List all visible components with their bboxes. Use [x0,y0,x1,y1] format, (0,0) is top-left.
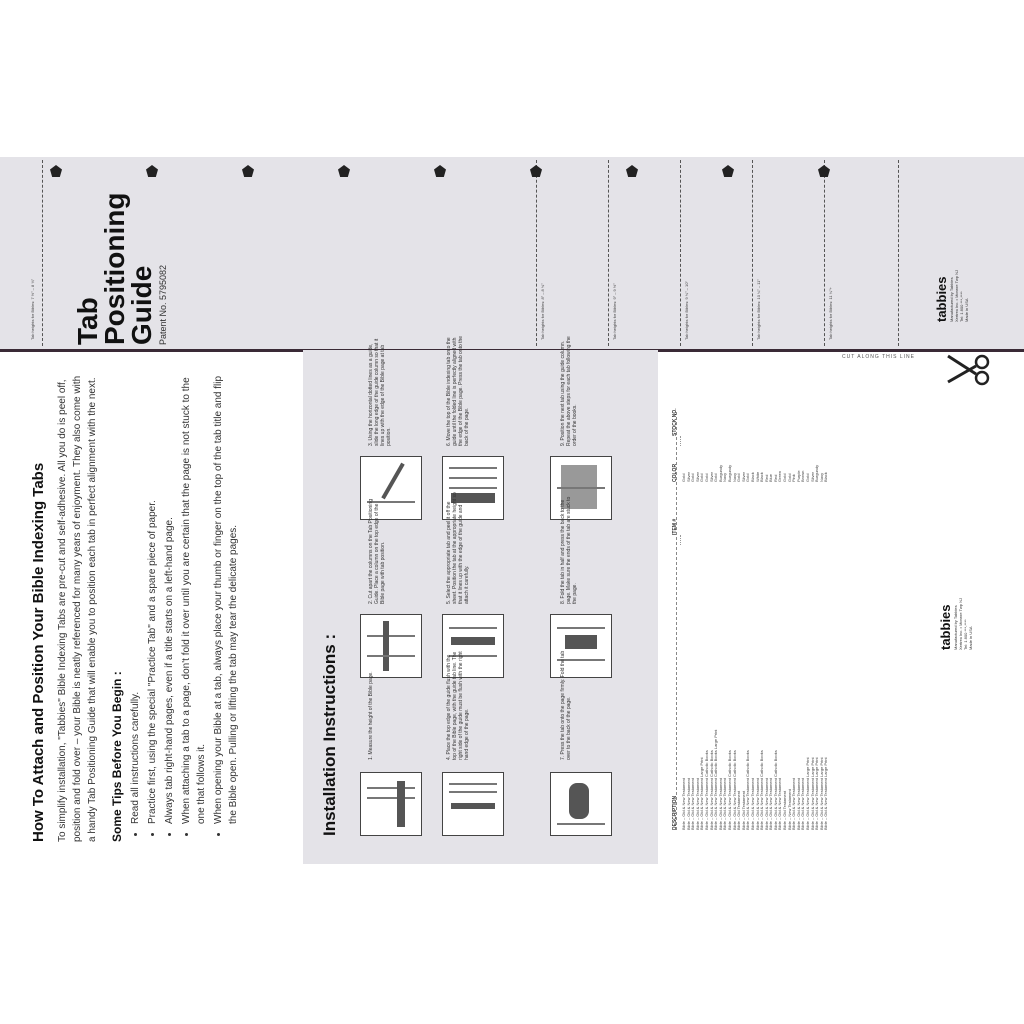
guide-title-line-3: Guide [126,265,157,345]
how-to-section [30,372,243,842]
brand-address-line: Xertrex Inc. • Monroe Twp NJ [958,597,963,650]
step-text: 3. Using the horizontal dotted lines as a guide, slide the long edge of the guide column so that it lines up with the edge of the Bible page at tab position. [368,338,392,446]
guide-column-line [680,160,681,346]
table-cell-color: Black [823,472,829,482]
table-cell-color: Gold [786,473,792,482]
table-cell-description: Bible – Old & New Testament [694,778,700,830]
table-cell-description: Bible – Old & New Testament [717,778,723,830]
how-to-intro: To simplify installation, "Tabbies" Bible Indexing Tabs are pre-cut and self-adhesive. All you do is peel off, position and fold over – your Bible is neatly referenced for many years of enjoyment. They also come with a handy Tab Positioning Guide that will enable you to position each tab in perfect alignment with the next. [57,375,98,842]
guide-column-line [898,160,899,346]
brand-address-line: Tel: 1 800 ***-**** [963,619,968,650]
step-text: 4. Place the top edge of the guide flush with the top of the Bible page, with the guide tab line. The right side of the guide must be flush with the right hand edge of the page. [446,651,470,760]
step-illustration [442,772,504,836]
table-cell-description: Bible – Old Testament [782,790,788,830]
table-cell-color: Gold [713,473,719,482]
table-cell-color: Burgundy [726,464,732,482]
tip-item: • Always tab right-hand pages, even if a title starts on a left-hand page. [162,372,177,824]
table-rule [676,412,677,830]
table-cell-description: Bible – Old & New Testament Large Print [699,757,705,830]
strip-label: Tab heights for Bibles: 7 ½" – 8 ¾" [30,278,35,340]
table-cell-color: Blue [768,473,774,482]
step-text: 8. Fold the tab in half and press the back to the page. Make sure the ends of the tab are stuck to the page. [560,496,578,604]
table-cell-description: Bible – Old & New Testament Catholic Books [726,750,732,830]
table-cell-color: Silver [685,471,691,482]
table-rule [680,436,681,446]
table-cell-description: Bible – Old & New Testament Large Print [823,757,829,830]
strip-label: Tab heights for Bibles: 9 ¾" – 10" [684,281,689,340]
strip-label: Tab heights for Bibles: 9" – 9 ½" [612,283,617,340]
table-cell-color: Gold [690,473,696,482]
step-text: 7. Press the tab onto the page firmly. Fold the tab over to the back of the page. [560,650,572,760]
tips-list [128,372,241,842]
tips-heading: Some Tips Before You Begin : [110,671,124,842]
table-cell-description: Bible – Old & New Testament [791,778,797,830]
brand-address-line: Made in USA [964,298,969,322]
tip-item: • When opening your Bible at a tab, always place your thumb or finger on the top of the tab title and flip the Bible open. Pulling or lifting the tab may tear the delicate pages. [211,372,241,824]
brand-address-line: Manufactured by Tabbies [953,605,958,650]
table-cell-color: Navy [818,472,824,482]
table-header-item: ITEM # [672,518,678,535]
guide-title-line-1: Tab [72,297,103,345]
table-cell-color: Red [763,474,769,482]
step-text: 9. Position the next tab using the guide column. Repeat the above steps for each tab following the order of the books. [560,336,578,446]
brand-name: tabbies [938,604,953,650]
table-cell-description: Bible – Old Testament [740,790,746,830]
table-cell-color: Black [749,472,755,482]
brand-name: tabbies [934,276,949,322]
brand-address-line: Made in USA [968,626,973,650]
table-cell-description: Bible – Old & New Testament [685,778,691,830]
table-cell-color: Black [759,472,765,482]
table-cell-description: Bible – Old & New Testament [800,778,806,830]
strip-label: Tab heights for Bibles: 11 ¼"+ [828,287,833,340]
table-cell-description: Bible – Old & New Testament [763,778,769,830]
guide-title-line-2: Positioning [99,192,130,345]
strip-label: Tab heights for Bibles: 10 ¼" – 11" [756,279,761,340]
table-cell-description: Bible – Old & New Testament [722,778,728,830]
installation-title: Installation Instructions : [320,633,339,836]
table-cell-description: Bible – Old & New Testament [681,778,686,830]
guide-column-line [608,160,609,346]
table-cell-color: Burgundy [814,464,820,482]
tip-item: • When attaching a tab to a page, don't fold it over until you are certain that the page is not stuck to the one that follows it. [179,372,209,824]
table-rule [680,535,681,545]
table-cell-color: Green [777,470,783,482]
table-cell-description: Bible – Old Testament [736,790,742,830]
strip-label: Tab heights for Bibles: 8" – 8 ¾" [540,283,545,340]
how-to-heading: How To Attach and Position Your Bible Indexing Tabs [30,462,47,842]
table-cell-color: Red [772,474,778,482]
brand-address-line: Xertrex Inc. • Monroe Twp NJ [954,269,959,322]
table-cell-description: Bible – Old & New Testament Catholic Books [731,750,737,830]
step-text: 2. Cut apart the columns on the Tab Positioning Guide. Place a column on the top edge of the Bible page with tab position. [368,499,386,604]
table-cell-description: Bible – Old & New Testament Large Print [814,757,820,830]
table-cell-description: Bible – Old & New Testament Catholic Books [745,750,751,830]
step-text: 5. Select the appropriate tab and peel it off the sheet. Position the tab at the appropriate height so that it lines up with the edge of the guide and attach it carefully. [446,492,470,604]
brand-address-line: Manufactured by Tabbies [949,277,954,322]
table-cell-description: Bible – Old & New Testament Catholic Books Large Print [713,729,719,830]
scissors-icon [946,352,992,388]
step-illustration [550,772,612,836]
table-cell-color: Purple [795,470,801,482]
table-cell-description: Bible – New Testament [786,789,792,830]
brand-address-line: Tel: 1 800 ***-**** [959,291,964,322]
table-cell-color: Navy [722,472,728,482]
table-cell-description: Bible – Old & New Testament Catholic Books [759,750,765,830]
tip-item: • Read all instructions carefully. [128,372,143,824]
table-cell-description: Bible – Old & New Testament [749,778,755,830]
table-cell-color: White [754,471,760,482]
table-cell-description: Bible – Old & New Testament [795,778,801,830]
table-cell-color: Silver [694,471,700,482]
step-illustration [360,772,422,836]
guide-column-line [824,160,825,346]
brand-logo-top [934,202,969,322]
table-cell-color: Burgundy [717,464,723,482]
table-cell-description: Bible – Old & New Testament Large Print [809,757,815,830]
guide-column-line [752,160,753,346]
table-header-stock: STOCK NO. [672,408,678,436]
table-cell-color: Silver [740,471,746,482]
table-color-column [682,465,829,482]
table-cell-color: Silver [809,471,815,482]
table-cell-color: Silver [708,471,714,482]
table-cell-color: Gold [745,473,751,482]
cut-along-label: CUT ALONG THIS LINE [842,354,915,360]
patent-number: Patent No. 5795082 [158,264,168,345]
table-cell-color: Gold [703,473,709,482]
table-cell-description: Bible – Old & New Testament Catholic Books [772,750,778,830]
brand-logo-bottom [938,530,973,650]
table-header-color: COLOR [672,463,678,482]
table-cell-description: Bible – Old & New Testament [777,778,783,830]
table-cell-description: Bible – Old & New Testament Catholic Books [708,750,714,830]
table-cell-color: Gold [736,473,742,482]
guide-column-line [42,160,43,346]
table-cell-color: Brown [800,470,806,482]
table-cell-color: Gold [681,473,686,482]
table-cell-description: Bible – Old & New Testament [690,778,696,830]
guide-title-block [74,155,168,345]
table-cell-color: Gold [699,473,705,482]
table-cell-color: Navy [731,472,737,482]
table-cell-color: Gold [782,473,788,482]
table-cell-description: Bible – Old & New Testament Large Print [818,757,824,830]
step-text: 1. Measure the height of the Bible page. [368,671,374,760]
tip-item: • Practice first, using the special "Practice Tab" and a spare piece of paper. [145,372,160,824]
table-description-column [682,730,829,830]
table-header-description: DESCRIPTION [672,795,678,830]
table-cell-color: Pink [791,474,797,482]
table-cell-description: Bible – Old & New Testament Catholic Books [703,750,709,830]
guide-column-line [536,160,537,346]
table-cell-description: Bible – Old & New Testament [768,778,774,830]
table-cell-description: Bible – Old & New Testament Large Print [805,757,811,830]
step-text: 6. Move the top of the Bible indexing tab onto the guide until the folded line is perfectly aligned with the edge of the Bible page. Press the tab onto the back of the page. [446,335,470,446]
table-cell-color: Gold [805,473,811,482]
table-cell-description: Bible – Old & New Testament [754,778,760,830]
